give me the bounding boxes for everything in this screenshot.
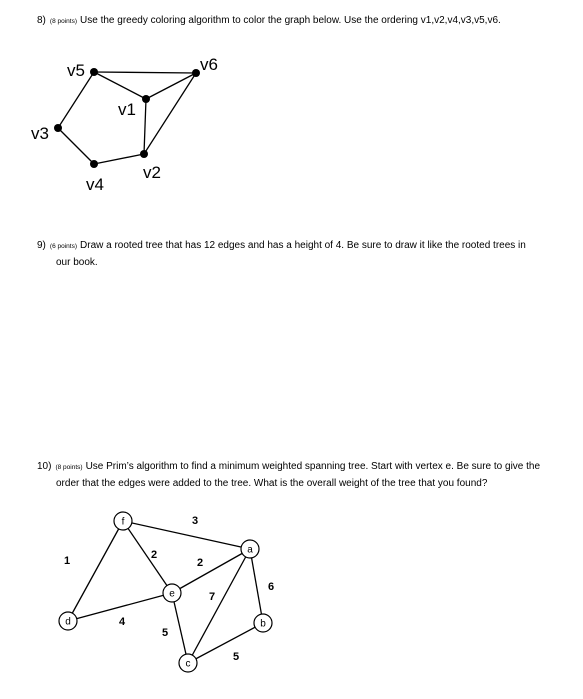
edge-weight-f-e: 2 xyxy=(151,549,158,561)
vertex-label-v5: v5 xyxy=(67,61,85,80)
vertex-label-d: d xyxy=(65,616,71,628)
edge-a-b xyxy=(250,549,263,623)
edge-weight-a-b: 6 xyxy=(268,581,275,593)
edge-weight-a-c: 7 xyxy=(209,591,216,603)
question-10-text-continued: order that the edges were added to the tree. What is the overall weight of the tree that you found? xyxy=(56,478,488,489)
edge-weight-e-c: 5 xyxy=(162,627,169,639)
question-9-text: Draw a rooted tree that has 12 edges and has a height of 4. Be sure to draw it like the rooted trees in xyxy=(80,240,526,251)
question-10-number: 10) xyxy=(37,461,52,472)
question-9-points: (6 points) xyxy=(49,243,78,250)
question-10-points: (8 points) xyxy=(55,464,83,471)
question-10-text: Use Prim’s algorithm to find a minimum weighted spanning tree. Start with vertex e. Be sure to give the xyxy=(85,461,541,472)
vertex-label-v3: v3 xyxy=(31,124,49,143)
edge-f-d xyxy=(68,521,123,621)
edge-e-c xyxy=(172,593,188,663)
edge-f-e xyxy=(123,521,172,593)
vertex-label-v1: v1 xyxy=(118,100,136,119)
question-8-points: (8 points) xyxy=(49,18,78,25)
vertex-label-b: b xyxy=(260,618,266,630)
vertex-label-v6: v6 xyxy=(200,55,218,74)
vertex-label-c: c xyxy=(185,658,191,670)
question-8-text: Use the greedy coloring algorithm to color the graph below. Use the ordering v1,v2,v4,v3,v5,v6. xyxy=(80,15,501,26)
vertex-label-v2: v2 xyxy=(143,163,161,182)
vertex-label-e: e xyxy=(169,588,175,600)
edge-weight-f-d: 1 xyxy=(64,555,71,567)
question-9-text-continued: our book. xyxy=(56,257,98,268)
edge-weight-d-e: 4 xyxy=(119,616,126,628)
edge-weight-f-a: 3 xyxy=(192,515,199,527)
vertex-label-v4: v4 xyxy=(86,175,104,194)
vertex-label-a: a xyxy=(247,544,253,556)
vertex-label-f: f xyxy=(121,516,125,528)
edge-f-a xyxy=(123,521,250,549)
edge-weight-c-b: 5 xyxy=(233,651,240,663)
question-9-number: 9) xyxy=(37,240,46,251)
edge-weight-a-e: 2 xyxy=(197,557,204,569)
question-8-number: 8) xyxy=(37,15,46,26)
